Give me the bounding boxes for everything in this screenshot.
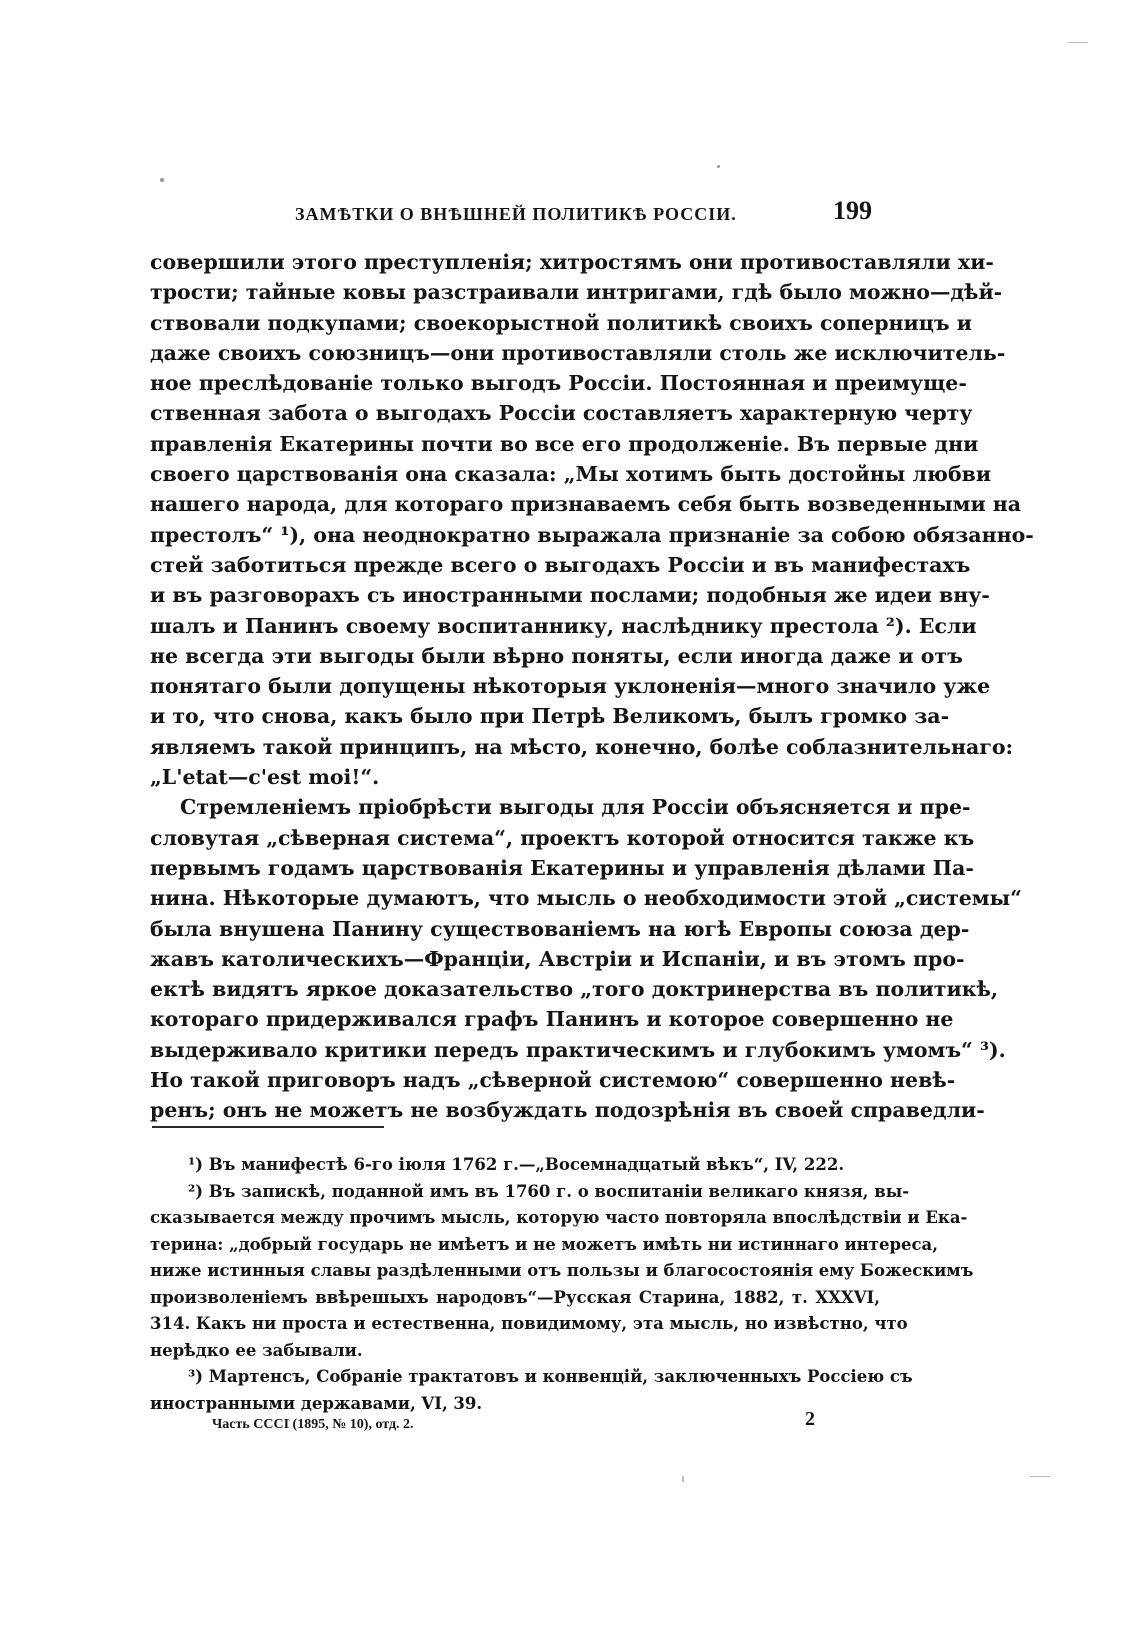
text-line: нашего народа, для котораго признаваемъ себя быть возведенными на (150, 492, 1022, 517)
text-line: ренъ; онъ не можетъ не возбуждать подозрѣнія въ своей справедли- (150, 1098, 985, 1123)
footnote-divider (152, 1126, 384, 1128)
text-line: стей заботиться прежде всего о выгодахъ Россіи и въ манифестахъ (150, 552, 971, 577)
text-line: не всегда эти выгоды были вѣрно поняты, если иногда даже и отъ (150, 643, 963, 668)
text-line: и то, что снова, какъ было при Петрѣ Великомъ, былъ громко за- (150, 704, 950, 729)
scan-edge-mark (1068, 42, 1088, 43)
text-line: Стремленіемъ пріобрѣсти выгоды для Россіи объясняется и пре- (180, 795, 971, 820)
sheet-number: 2 (805, 1408, 815, 1430)
text-line: даже своихъ союзницъ—они противоставляли столь же исключитель- (150, 340, 1006, 365)
text-line: жавъ католическихъ—Франціи, Австріи и Испаніи, и въ этомъ про- (150, 946, 965, 971)
footnote-line: терина: „добрый государь не имѣетъ и не можетъ имѣть ни истиннаго интереса, (150, 1234, 938, 1254)
main-text (150, 247, 1034, 1126)
scan-speck (160, 178, 164, 182)
text-line: выдерживало критики передъ практическимъ и глубокимъ умомъ“ ³). (150, 1037, 1006, 1062)
text-line: правленія Екатерины почти во все его продолженіе. Въ первые дни (150, 431, 979, 456)
footnotes (150, 1152, 974, 1417)
footnote-line: нерѣдко ее забывали. (150, 1340, 363, 1360)
text-line: ектѣ видятъ яркое доказательство „того доктринерства въ политикѣ, (150, 977, 999, 1002)
footnote-line: ¹) Въ манифестѣ 6-го іюля 1762 г.—„Восемнадцатый вѣкъ“, IV, 222. (188, 1155, 845, 1174)
footnote-line: произволеніемъ ввѣрешыхъ народовъ“—Русская Старина, 1882, т. XXXVI, (150, 1287, 880, 1307)
text-line: понятаго были допущены нѣкоторыя уклоненія—много значило уже (150, 674, 991, 699)
running-title: ЗАМѢТКИ О ВНѢШНЕЙ ПОЛИТИКѢ РОССІИ. (295, 204, 737, 224)
text-line: являемъ такой принципъ, на мѣсто, конечно, болѣе соблазнительнаго: (150, 734, 1014, 759)
page-number: 199 (833, 196, 872, 225)
text-line: нина. Нѣкоторые думаютъ, что мысль о необходимости этой „системы“ (150, 886, 1022, 911)
footnote-line: 314. Какъ ни проста и естественна, повидимому, эта мысль, но извѣстно, что (150, 1314, 908, 1333)
text-line: Но такой приговоръ надъ „сѣверной системою“ совершенно невѣ- (150, 1068, 956, 1093)
text-line: словутая „сѣверная система“, проектъ которой относится также къ (150, 825, 975, 850)
text-line: своего царствованія она сказала: „Мы хотимъ быть достойны любви (150, 462, 992, 487)
text-line: и въ разговорахъ съ иностранными послами; подобныя же идеи вну- (150, 583, 990, 608)
text-line: шалъ и Панинъ своему воспитаннику, наслѣднику престола ²). Если (150, 613, 977, 638)
scan-speck (717, 165, 720, 168)
footnote-line: сказывается между прочимъ мысль, которую часто повторяла впослѣдствіи и Ека- (150, 1208, 968, 1227)
text-line: котораго придерживался графъ Панинъ и которое совершенно не (150, 1007, 954, 1032)
footnote-line: ²) Въ запискѣ, поданной имъ въ 1760 г. о воспитаніи великаго князя, вы- (188, 1181, 910, 1201)
text-line: первымъ годамъ царствованія Екатерины и управленія дѣлами Па- (150, 855, 974, 880)
text-line: ствовали подкупами; своекорыстной политикѣ своихъ соперницъ и (150, 310, 972, 335)
text-line: престолъ“ ¹), она неоднократно выражала признаніе за собою обязанно- (150, 522, 1034, 547)
footnote-line: иностранными державами, VI, 39. (150, 1393, 483, 1413)
text-line: ственная забота о выгодахъ Россіи составляетъ характерную черту (150, 401, 973, 426)
running-head (150, 196, 880, 230)
printer-signature: Часть СССІ (1895, № 10), отд. 2. (212, 1417, 414, 1432)
footnote-line: ³) Мартенсъ, Собраніе трактатовъ и конвенцій, заключенныхъ Россіею съ (188, 1367, 913, 1386)
footnote-line: ниже истинныя славы раздѣленными отъ пользы и благосостоянія ему Божескимъ (150, 1261, 974, 1280)
text-line: трости; тайные ковы разстраивали интригами, гдѣ было можно—дѣй- (150, 280, 1003, 305)
text-line: совершили этого преступленія; хитростямъ они противоставляли хи- (150, 250, 994, 274)
scan-speck (682, 1476, 684, 1482)
text-line: была внушена Панину существованіемъ на югѣ Европы союза дер- (150, 916, 970, 941)
text-line: ное преслѣдованіе только выгодъ Россіи. Постоянная и преимуще- (150, 371, 967, 396)
scan-edge-mark (1030, 1476, 1050, 1477)
text-line: „L'etat—c'est moi!“. (150, 765, 380, 790)
